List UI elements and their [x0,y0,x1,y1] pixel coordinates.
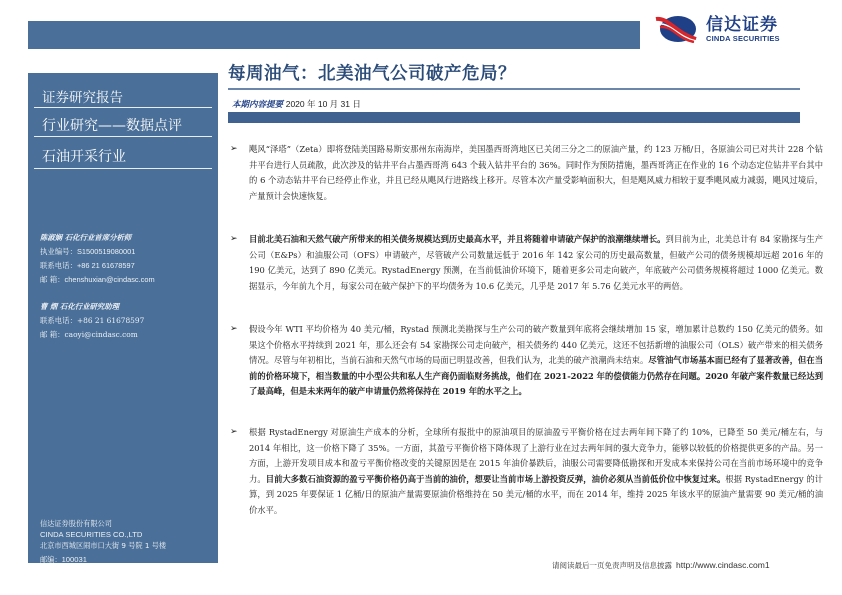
email-label: 邮 箱： [40,330,65,339]
arrow-bullet-icon: ➢ [230,234,238,244]
report-category: 行业研究——数据点评 [34,109,212,137]
sidebar [28,73,218,563]
summary-header [232,98,361,110]
paragraph-tail-text: 根据 RystadEnergy 的计算，到 2025 年要保证 1 亿桶/日的原油产量需要原油价格维持在 50 美元/桶的水平，而在 2014 年，维持 2025 年该水平的原油产量需要 90 美元/桶的油价水平。 [249,473,823,515]
postcode: 100031 [61,555,87,564]
phone-number: +86 21 61678597 [76,261,135,270]
email-address[interactable]: caoyi@cindasc.com [64,330,138,339]
license-number: S1500519080001 [76,247,136,256]
arrow-bullet-icon: ➢ [230,324,238,334]
summary-paragraph [228,322,823,400]
paragraph-bold-text: 尽管油气市场基本面已经有了显著改善，但在当前的价格环境下，相当数量的中小型公共和私人生产商仍面临财务挑战，他们在 2021-2022 年的偿债能力仍然存在问题。2020 年破产案件数量已经达到了最高峰，但是未来两年的破产申请量仍然将保持在 2019 年的水平之上。 [249,355,823,397]
disclaimer-text: 请阅读最后一页免责声明及信息披露 [552,561,672,570]
cinda-logo [654,12,804,46]
license-label: 执业编号： [40,247,77,256]
page-number: 1 [764,560,770,570]
report-type: 证券研究报告 [34,81,212,108]
company-info [40,518,166,565]
paragraph-text: 根据 RystadEnergy 对原油生产成本的分析，全球所有报批中的原油项目的原油盈亏平衡价格在过去两年间下降了约 10%，已降至 50 美元/桶左右，与 2014 年相比，这一价格下降了 35%。一方面，其盈亏平衡价格下降体现了上游行业在过去两年间的强大竞争力，能够以较低的价格提供更多的产品。另一方面，上游开发项目成本和盈亏平衡价格改变的关键原因是在 2015 年油价暴跌后，油服公司需要降低勘探和开发成本来保持公司在当前市场环境中的竞争力。 [249,427,823,484]
paragraph-text: 飓风“泽塔”（Zeta）即将登陆美国路易斯安那州东南海岸，美国墨西哥湾地区已关闭三分之二的原油产量，约 123 万桶/日，各原油公司已对共计 228 个钻井平台进行人员疏散，此次涉及的钻井平台占墨西哥湾 643 个载入钻井平台的 36%。同时作为预防措施，墨西哥湾正在作业的 16 个动态定位钻井平台其中的 6 个动态钻井平台已经停止作业，并且已经从飓风行进路线上移开。尽管本次产量受影响面积大，但是飓风威力相较于夏季飓风威力减弱，飓风过境后，产量预计会快速恢复。 [249,144,823,201]
phone-number: +86 21 61678597 [76,316,145,325]
summary-bar [228,112,800,123]
report-date: 2020 年 10 月 31 日 [285,99,361,109]
industry-name: 石油开采行业 [34,138,212,169]
paragraph-text: 假设今年 WTI 平均价格为 40 美元/桶，Rystad 预测北美勘探与生产公司的破产数量到年底将会继续增加 15 家，增加累计总数约 150 亿美元的债务。如果这个价格水平持续到 2021 年，那么还会有 54 家勘探公司走向破产，相关债务约 440 亿美元，这还不包括新增的油服公司（OLS）破产带来的相关债务情况。尽管与年初相比，当前石油和天然气市场的局面已明显改善，但我们认为，北美的破产浪潮尚未结束。 [249,324,823,366]
arrow-bullet-icon: ➢ [230,427,238,437]
company-name-cn: 信达证券股份有限公司 [40,519,112,528]
phone-label: 联系电话： [40,261,77,270]
logo-name-cn: 信达证券 [706,14,778,35]
company-name-en: CINDA SECURITIES CO.,LTD [40,530,143,539]
email-address[interactable]: chenshuxian@cindasc.com [64,275,155,284]
logo-name-en: CINDA SECURITIES [706,33,780,43]
arrow-bullet-icon: ➢ [230,144,238,154]
summary-paragraph [228,232,823,294]
analyst-card [40,300,144,342]
analyst-name: 曹 熠 石化行业研究助理 [40,302,120,311]
paragraph-text: 到目前为止，北美总计有 84 家勘探与生产公司（E&Ps）和油服公司（OFS）申请破产，尽管破产公司数量远低于 2016 年 142 家公司的历史最高数量，但破产公司的债务规模却远超 2016 年的 190 亿美元，达到了 890 亿美元。RystadEnergy 预测，在当前低油价环境下，随着更多公司走向破产，年底破产公司债务规模将超过 1000 亿美元。数据显示，今年前九个月，每家公司在破产保护下的平均债务为 10.6 亿美元，几乎是 2017 年 5.76 亿美元水平的两倍。 [249,234,823,291]
analyst-name: 陈淑娴 石化行业首席分析师 [40,233,132,242]
cinda-logo-icon [654,15,698,43]
page-footer [552,560,770,571]
summary-paragraph [228,425,823,519]
page-title: 每周油气：北美油气公司破产危局？ [228,64,516,84]
title-divider [228,88,800,90]
paragraph-bold-text: 目前大多数石油资源的盈亏平衡价格仍高于当前的油价，想要让当前市场上游投资反弹，油价必须从当前低价位中恢复过来。 [265,473,726,484]
phone-label: 联系电话： [40,316,77,325]
email-label: 邮 箱： [40,275,65,284]
company-address: 北京市西城区闹市口大街 9 号院 1 号楼 [40,541,167,550]
summary-paragraph [228,142,823,204]
analyst-card [40,231,155,287]
summary-label: 本期内容提要 [232,100,284,110]
website-link[interactable]: http://www.cindasc.com [676,560,765,570]
postcode-label: 邮编： [40,555,62,564]
header-band [28,21,640,49]
paragraph-bold-text: 目前北美石油和天然气破产所带来的相关债务规模达到历史最高水平，并且将随着申请破产保护的浪潮继续增长。 [249,234,666,244]
